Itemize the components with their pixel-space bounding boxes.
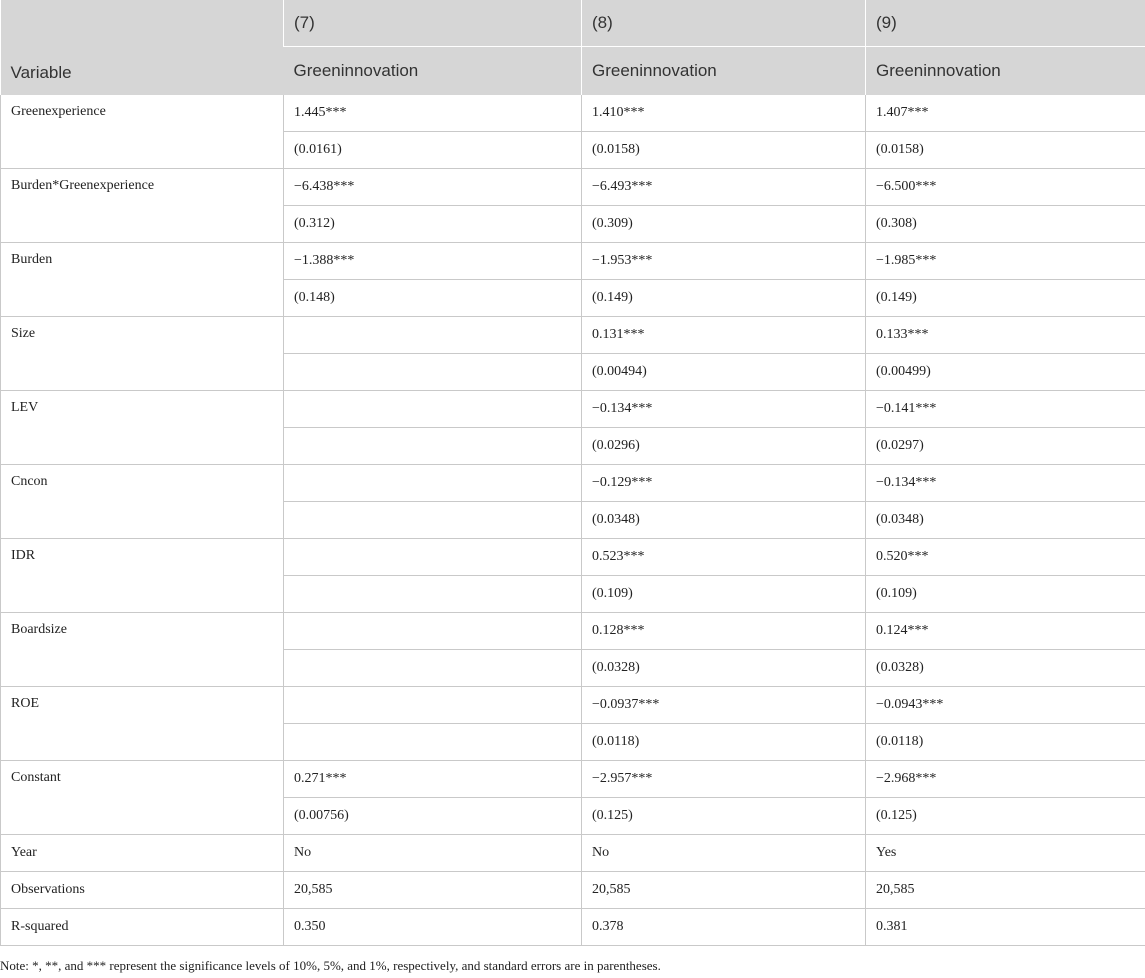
variable-name: Year <box>1 835 284 872</box>
table-row <box>1 243 1145 280</box>
variable-name: ROE <box>1 687 284 761</box>
standard-error-cell: (0.0158) <box>866 132 1145 169</box>
coefficient-cell: −0.134*** <box>866 465 1145 502</box>
standard-error-cell: (0.309) <box>582 206 866 243</box>
header-dv-7: Greeninnovation <box>284 47 582 96</box>
coefficient-cell: 1.410*** <box>582 95 866 132</box>
variable-name: R-squared <box>1 909 284 946</box>
coefficient-cell: −1.388*** <box>284 243 582 280</box>
variable-name: Burden*Greenexperience <box>1 169 284 243</box>
variable-name: IDR <box>1 539 284 613</box>
standard-error-cell: (0.00756) <box>284 798 582 835</box>
standard-error-cell: (0.109) <box>582 576 866 613</box>
value-cell: 20,585 <box>866 872 1145 909</box>
header-row-model-numbers <box>1 0 1145 47</box>
variable-name: Observations <box>1 872 284 909</box>
variable-name: Size <box>1 317 284 391</box>
coefficient-cell: −0.134*** <box>582 391 866 428</box>
standard-error-cell: (0.0328) <box>866 650 1145 687</box>
header-dv-8: Greeninnovation <box>582 47 866 96</box>
coefficient-cell <box>284 539 582 576</box>
header-model-8: (8) <box>582 0 866 47</box>
standard-error-cell: (0.148) <box>284 280 582 317</box>
standard-error-cell: (0.0161) <box>284 132 582 169</box>
coefficient-cell: 0.520*** <box>866 539 1145 576</box>
variable-name: Boardsize <box>1 613 284 687</box>
variable-name: Cncon <box>1 465 284 539</box>
table-row <box>1 613 1145 650</box>
standard-error-cell <box>284 650 582 687</box>
value-cell: Yes <box>866 835 1145 872</box>
table-row <box>1 465 1145 502</box>
standard-error-cell: (0.312) <box>284 206 582 243</box>
standard-error-cell: (0.149) <box>582 280 866 317</box>
standard-error-cell: (0.0348) <box>866 502 1145 539</box>
coefficient-cell: −0.129*** <box>582 465 866 502</box>
table-row <box>1 687 1145 724</box>
variable-name: Greenexperience <box>1 95 284 169</box>
variable-name: Constant <box>1 761 284 835</box>
coefficient-cell: −2.968*** <box>866 761 1145 798</box>
table-body <box>1 95 1145 946</box>
value-cell: No <box>582 835 866 872</box>
table-header <box>1 0 1145 95</box>
coefficient-cell: 0.271*** <box>284 761 582 798</box>
coefficient-cell: 0.124*** <box>866 613 1145 650</box>
coefficient-cell: −2.957*** <box>582 761 866 798</box>
header-model-7: (7) <box>284 0 582 47</box>
table-row <box>1 835 1145 872</box>
standard-error-cell <box>284 502 582 539</box>
coefficient-cell <box>284 613 582 650</box>
table-row <box>1 539 1145 576</box>
variable-name: Burden <box>1 243 284 317</box>
value-cell: 0.381 <box>866 909 1145 946</box>
standard-error-cell: (0.109) <box>866 576 1145 613</box>
standard-error-cell <box>284 724 582 761</box>
header-variable: Variable <box>1 0 284 95</box>
coefficient-cell <box>284 391 582 428</box>
coefficient-cell: 1.445*** <box>284 95 582 132</box>
value-cell: 0.350 <box>284 909 582 946</box>
coefficient-cell: 0.523*** <box>582 539 866 576</box>
standard-error-cell: (0.125) <box>866 798 1145 835</box>
standard-error-cell: (0.0296) <box>582 428 866 465</box>
coefficient-cell: −1.953*** <box>582 243 866 280</box>
coefficient-cell: 1.407*** <box>866 95 1145 132</box>
standard-error-cell: (0.125) <box>582 798 866 835</box>
standard-error-cell: (0.0158) <box>582 132 866 169</box>
coefficient-cell <box>284 465 582 502</box>
table-row <box>1 761 1145 798</box>
standard-error-cell: (0.0328) <box>582 650 866 687</box>
coefficient-cell: 0.131*** <box>582 317 866 354</box>
coefficient-cell: −0.0943*** <box>866 687 1145 724</box>
coefficient-cell: 0.133*** <box>866 317 1145 354</box>
standard-error-cell: (0.308) <box>866 206 1145 243</box>
standard-error-cell: (0.0118) <box>866 724 1145 761</box>
value-cell: 0.378 <box>582 909 866 946</box>
coefficient-cell: −6.493*** <box>582 169 866 206</box>
standard-error-cell: (0.00499) <box>866 354 1145 391</box>
value-cell: No <box>284 835 582 872</box>
table-row <box>1 391 1145 428</box>
variable-name: LEV <box>1 391 284 465</box>
coefficient-cell: 0.128*** <box>582 613 866 650</box>
coefficient-cell: −0.141*** <box>866 391 1145 428</box>
coefficient-cell: −1.985*** <box>866 243 1145 280</box>
standard-error-cell <box>284 576 582 613</box>
standard-error-cell <box>284 428 582 465</box>
coefficient-cell: −0.0937*** <box>582 687 866 724</box>
coefficient-cell <box>284 687 582 724</box>
header-model-9: (9) <box>866 0 1145 47</box>
coefficient-cell: −6.500*** <box>866 169 1145 206</box>
table-row <box>1 872 1145 909</box>
standard-error-cell: (0.0297) <box>866 428 1145 465</box>
standard-error-cell: (0.149) <box>866 280 1145 317</box>
table-row <box>1 169 1145 206</box>
standard-error-cell: (0.0348) <box>582 502 866 539</box>
header-dv-9: Greeninnovation <box>866 47 1145 96</box>
table-row <box>1 95 1145 132</box>
value-cell: 20,585 <box>284 872 582 909</box>
standard-error-cell <box>284 354 582 391</box>
table-row <box>1 909 1145 946</box>
table-row <box>1 317 1145 354</box>
table-note: Note: *, **, and *** represent the significance levels of 10%, 5%, and 1%, respectively, and standard errors are in parentheses. <box>0 958 661 973</box>
coefficient-cell: −6.438*** <box>284 169 582 206</box>
coefficient-cell <box>284 317 582 354</box>
standard-error-cell: (0.0118) <box>582 724 866 761</box>
standard-error-cell: (0.00494) <box>582 354 866 391</box>
value-cell: 20,585 <box>582 872 866 909</box>
